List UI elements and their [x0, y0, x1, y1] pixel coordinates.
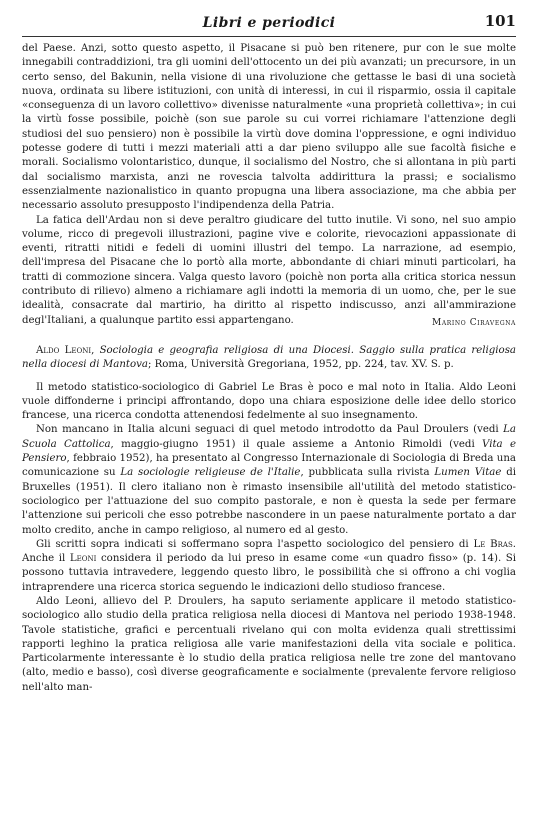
- review1-paragraph-2: [22, 214, 516, 328]
- review2-paragraph-4: Aldo Leoni, allievo del P. Droulers, ha saputo seriamente applicare il metodo statistico-sociologico allo studio della pratica religiosa nella diocesi di Mantova nel periodo 1938-1948. Tavole statistiche, grafici e percentuali rivelano qui con molta evidenza quali strettissimi rapporti leghino la pratica religiosa alle varie manifestazioni della vita sociale e politica. Particolarmente interessante è lo studio della pratica religiosa nelle tre zone del mantovano (alto, medio e basso), così diverse geograficamente e socialmente (prevalente fervore religioso nell'alto man-: [22, 595, 516, 693]
- review2-p2-text-g: , pubblicata sulla rivista: [300, 467, 435, 479]
- review2-p3-text-e: considera il periodo da lui preso in esame come «un quadro fisso» (p. 14). Si possono tuttavia intravedere, leggendo questo libro, le possibilità che si offrono a chi voglia intraprendere una ricerca storica seguendo le indicazioni dello studioso francese.: [22, 553, 516, 593]
- review2-paragraph-1: Il metodo statistico-sociologico di Gabriel Le Bras è poco e mal noto in Italia. Aldo Leoni vuole diffonderne i principi affrontando, dopo una chiara esposizione delle idee dello storico francese, una ricerca condotta attenendosi fedelmente al suo insegnamento.: [22, 381, 516, 422]
- name-leoni: Leoni: [69, 553, 97, 565]
- review1-paragraph-2-text: La fatica dell'Ardau non si deve peraltro giudicare del tutto inutile. Vi sono, nel suo ampio volume, ricco di pregevoli illustrazioni, pagine vive e colorite, rievocazioni appassionate di eventi, ritratti nitidi e fedeli di uomini illustri del tempo. La narrazione, ad esempio, dell'impresa del Pisacane che lo portò alla morte, abbondante di chiari minuti particolari, ha tratti di commozione sincera. Valga questo lavoro (poichè non porta alla critica storica nessun contributo di rilievo) almeno a richiamare agli indotti la memoria di un uomo, che, per le sue idealità, consacrate dal martirio, ha diritto al rispetto indiscusso, anzi all'ammirazione degl'Italiani, a qualunque partito essi appartengano.: [22, 214, 516, 326]
- review2-p2-text-i: di Bruxelles (1951). Il clero italiano non è rimasto insensibile all'utilità del metodo statistico-sociologico per l'attuazione del suo compito pastorale, e non è questa la sede per fermare l'attenzione sui pericoli che esso potrebbe nascondere in un paese naturalmente portato a dar molto credito, anche in campo religioso, al numero ed al gesto.: [22, 467, 516, 536]
- review2-paragraph-3: [22, 538, 516, 595]
- page-body: [22, 42, 516, 695]
- communication-title: La sociologie religieuse de l'Italie: [120, 467, 301, 479]
- name-le-bras: Le Bras: [473, 538, 513, 550]
- page-number: 101: [484, 12, 516, 30]
- review2-author: Aldo Leoni: [36, 344, 92, 356]
- review2-p3-text-c: . Anche il: [22, 538, 516, 565]
- journal-title-vita-pensiero: Vita e Pensiero: [22, 438, 516, 465]
- running-title: Libri e periodici: [202, 15, 336, 31]
- review2-publication: ; Roma, Università Gregoriana, 1952, pp. 224, tav. XV. S. p.: [147, 359, 454, 371]
- review2-title: Sociologia e geografia religiosa di una Diocesi. Saggio sulla pratica religiosa nella diocesi di Mantova: [22, 344, 516, 371]
- running-header: [22, 14, 516, 37]
- review2-p2-text-e: , febbraio 1952), ha presentato al Congresso Internazionale di Sociologia di Breda una comunicazione su: [22, 453, 516, 479]
- review2-body: [22, 381, 516, 696]
- journal-title-scuola-cattolica: La Scuola Cattolica: [22, 424, 516, 450]
- review2-p3-text-a: Gli scritti sopra indicati si soffermano sopra l'aspetto sociologico del pensiero di: [36, 538, 474, 550]
- review2-citation: Aldo Leoni, Sociologia e geografia religiosa di una Diocesi. Saggio sulla pratica religiosa nella diocesi di Mantova; Roma, Università Gregoriana, 1952, pp. 224, tav. XV. S. p.: [22, 344, 516, 371]
- review2-p2-text-a: Non mancano in Italia alcuni seguaci di quel metodo introdotto da Paul Droulers (vedi: [36, 424, 504, 436]
- journal-title-lumen-vitae: Lumen Vitae: [434, 467, 502, 479]
- review1-paragraph-1: del Paese. Anzi, sotto questo aspetto, il Pisacane si può ben ritenere, pur con le sue molte innegabili contraddizioni, tra gli uomini dell'ottocento un dei più avanzati; un precursore, in un certo senso, del Bakunin, nella visione di una rivoluzione che gettasse le basi di una società nuova, ordinata su libere istituzioni, con unità di interessi, in cui il risparmio, ossia il capitale «conseguenza di un lavoro collettivo» divenisse naturalmente «una proprietà collettiva»; in cui la virtù fosse possibile, poichè (son sue parole su cui vorrei richiamare l'attenzione degli studiosi del suo pensiero) non è possibile la virtù dove domina l'oppressione, e ogni individuo potesse godere di tutti i mezzi materiali atti a dar pieno sviluppo alle sue facoltà fisiche e morali. Socialismo volontaristico, dunque, il socialismo del Nostro, che si allontana in più parti dal socialismo marxista, anzi ne rovescia talvolta addirittura la prassi; e socialismo essenzialmente nazionalistico in quanto propugna una libera associazione, ma che abbia per necessario assoluto presupposto l'indipendenza della Patria.: [22, 43, 516, 212]
- review2-p2-text-c: , maggio-giugno 1951) il quale assieme a Antonio Rimoldi (vedi: [110, 438, 483, 450]
- reviewer-signature: Marino Ciravegna: [432, 317, 516, 328]
- review2-paragraph-2: [22, 423, 516, 537]
